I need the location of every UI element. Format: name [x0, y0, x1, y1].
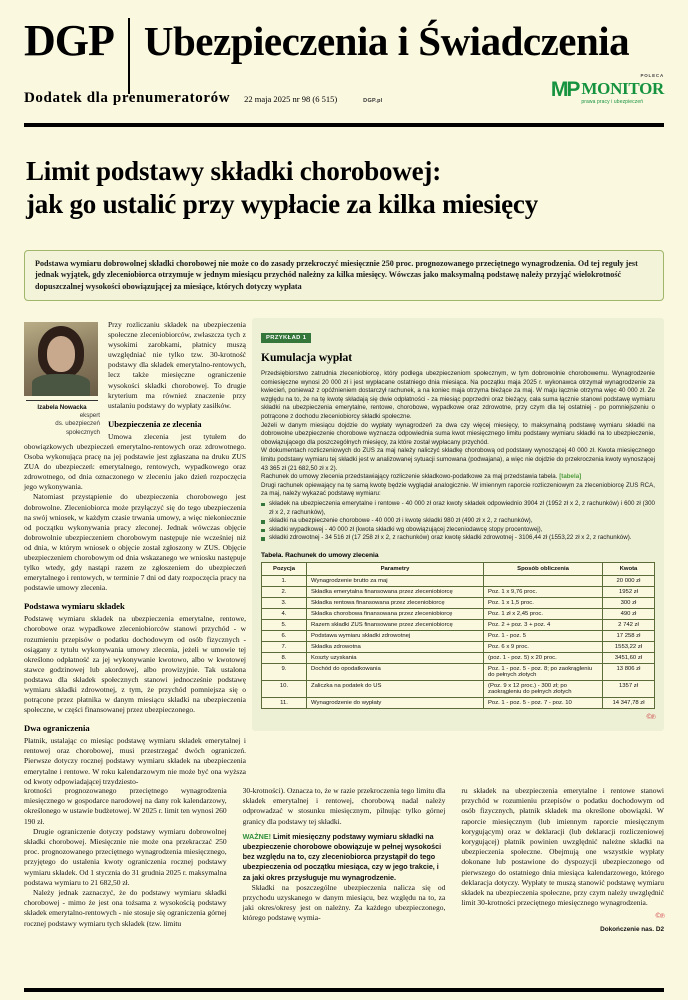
cell-position: 11. [262, 697, 307, 708]
list-item: składki wypadkowej - 40 000 zł (kwota składki wg obowiązującej zleceniodawcę stopy procentowej), [261, 526, 655, 535]
cell-calculation: Poz. 1 zł x 2,45 proc. [484, 608, 603, 619]
wazne-text: Limit miesięczny podstawy wymiaru składki na ubezpieczenie chorobowe obowiązuje w pełnej wysokości bez względu na to, czy zleceniobiorca przystąpił do tego ubezpieczenia od początku miesiąca, czy w jego trakcie, i za jaki okres przysługuje mu wynagrodzenie. [242, 831, 442, 882]
author-photo [24, 322, 98, 396]
author-byline [24, 322, 100, 437]
photo-face-shape [47, 336, 75, 372]
cell-amount: 13 806 zł [603, 663, 655, 680]
column-header-kwota: Kwota [603, 562, 655, 575]
cell-amount: 490 zł [603, 608, 655, 619]
cell-position: 5. [262, 619, 307, 630]
table-body [262, 575, 655, 708]
table-caption: Tabela. Rachunek do umowy zlecenia [261, 551, 379, 559]
bottom-col3-paragraph-1: ru składek na ubezpieczenia emerytalne i rentowe stanowi przychód w rozumieniu przepisów o podatku dochodowym od osób fizycznych, płatnik składek ma określone obowiązki. W raporcie miesięcznym (lub imiennym raporcie miesięcznym korygującym) oraz w deklaracji (lub deklaracji rozliczeniowej korygującej) płatnik powinien uwzględnić należne składki na ubezpieczenia społeczne. Obejmują one wszystkie wypłaty dokonane lub postawione do dyspozycji ubezpieczonego od pierwszego do ostatniego dnia miesiąca kalendarzowego, którego deklaracja dotyczy. Wypłaty te muszą stanowić podstawę wymiaru składek na ubezpieczenia społeczne, przy czym należy uwzględnić limit 30-krotności przeciętnego miesięcznego wynagrodzenia. [461, 786, 665, 908]
bottom-col1-paragraph-1: krotności prognozowanego przeciętnego wynagrodzenia miesięcznego w gospodarce narodowej na dany rok kalendarzowy, określonego w ustawie budżetowej. W 2025 r. limit ten wynosi 260 190 zł. [24, 786, 227, 826]
example-paragraph-5: Drugi rachunek opiewający na tę samą kwotę będzie wyglądał analogicznie. W imiennym raporcie rozliczeniowym za zleceniobiorcę ZUS RCA, za maj, należy wykazać podstawę wymiaru: [261, 481, 655, 498]
important-note [243, 832, 446, 883]
masthead [24, 18, 664, 118]
section2-paragraph-1: Podstawę wymiaru składek na ubezpieczenia emerytalne, rentowe, chorobowe oraz wypadkowe zleceniobiorców stanowi przychód - w rozumieniu przepisów o podatku dochodowym od osób fizycznych - osiągany z tytułu wykonywania umowy zlecenia, jeżeli w umowie tej określono odpłatność za jej wykonywanie kwotowo, albo w kwotowej stawce godzinowej lub akordowej, albo prowizyjnie. Tak ustalona podstawa dla składek społecznych stanowi jednocześnie podstawę wymiaru składki zdrowotnej, z tym, że przychód pomniejsza się o potrącone przez płatnika w danym miesiącu składki na ubezpieczenia społeczne, w części finansowanej przez ubezpieczonego. [24, 614, 246, 715]
example-box [252, 318, 664, 731]
cell-position: 8. [262, 652, 307, 663]
example-paragraph-4-text: Rachunek do umowy zlecenia przedstawiający rozliczenie składkowo-podatkowe za maj przedstawia tabela. [261, 473, 558, 481]
website-label: DGP.pl [363, 98, 383, 104]
table-row [262, 575, 655, 586]
cell-amount: 1553,22 zł [603, 641, 655, 652]
cell-parameter: Składka zdrowotna [307, 641, 484, 652]
author-role-line-1: ekspert [79, 412, 100, 419]
continuation-note: Dokończenie nas. D2 [600, 925, 665, 933]
column-header-pozycja: Pozycja [262, 562, 307, 575]
example-bullet-list [261, 500, 655, 543]
cell-parameter: Dochód do opodatkowania [307, 663, 484, 680]
list-item: składki na ubezpieczenie chorobowe - 40 000 zł i kwotę składki 980 zł (490 zł x 2, z rachunków), [261, 517, 655, 526]
cell-position: 1. [262, 575, 307, 586]
list-item: składek na ubezpieczenia emerytalne i rentowe - 40 000 zł oraz kwoty składek odpowiednio 3904 zł (1952 zł x 2, z rachunków) i 600 zł (300 zł x 2, z rachunków), [261, 500, 655, 517]
author-name: Izabela Nowacka [37, 404, 87, 411]
cell-amount: 2 742 zł [603, 619, 655, 630]
cell-calculation [484, 575, 603, 586]
cell-position: 10. [262, 680, 307, 697]
page-title [26, 155, 664, 221]
example-tag-badge: PRZYKŁAD 1 [261, 333, 311, 343]
cell-calculation: Poz. 2 + poz. 3 + poz. 4 [484, 619, 603, 630]
example-title: Kumulacja wypłat [261, 352, 353, 364]
cell-amount: 1952 zł [603, 586, 655, 597]
cell-position: 2. [262, 586, 307, 597]
bottom-column-3 [461, 786, 664, 935]
cell-calculation: Poz. 1 - poz. 5 - poz. 7 - poz. 10 [484, 697, 603, 708]
cell-calculation: (Poz. 9 x 12 proc.) - 300 zł; po zaokrągleniu do pełnych złotych [484, 680, 603, 697]
section3-paragraph-1: Płatnik, ustalając co miesiąc podstawę wymiaru składek emerytalnej i rentowej oraz chorobowej, musi przestrzegać dwóch ograniczeń. Pierwsze dotyczy rocznej podstawy wymiaru składek na ubezpieczenia emerytalne i rentowe. W roku kalendarzowym nie może być ona wyższa od kwoty odpowiadającej trzydziesto- [24, 736, 246, 786]
section-heading-ograniczenia: Dwa ograniczenia [24, 723, 90, 734]
cell-amount: 1357 zł [603, 680, 655, 697]
table-row [262, 597, 655, 608]
bottom-column-1 [24, 786, 227, 935]
table-row [262, 608, 655, 619]
dgp-logo: DGP [24, 16, 114, 65]
bottom-col1-paragraph-3: Należy jednak zaznaczyć, że do podstawy wymiaru składki chorobowej - mimo że jest ona tożsama z wysokością podstawy składek emerytalno-rentowych - nie stosuje się ograniczenia górnej rocznej podstawy wymiaru tych składek (tzw. limitu [24, 888, 227, 928]
cell-parameter: Razem składki ZUS finansowane przez zleceniobiorcę [307, 619, 484, 630]
cell-parameter: Wynagrodzenie do wypłaty [307, 697, 484, 708]
example-paragraph-4 [261, 473, 655, 482]
left-column [24, 320, 246, 787]
poleca-label: POLECA [640, 73, 664, 78]
cell-position: 3. [262, 597, 307, 608]
bottom-columns [24, 786, 664, 935]
cell-parameter: Składka emerytalna finansowana przez zleceniobiorcę [307, 586, 484, 597]
mp-monogram-icon: MP [550, 78, 579, 101]
monitor-wordmark [581, 80, 664, 105]
monitor-tagline: prawa pracy i ubezpieczeń [581, 99, 644, 105]
cell-calculation: Poz. 1 - poz. 5 [484, 630, 603, 641]
author-role-line-3: społecznych [65, 428, 100, 436]
cell-parameter: Składka rentowa finansowana przez zleceniobiorcę [307, 597, 484, 608]
list-item: składki zdrowotnej - 34 516 zł (17 258 zł x 2, z rachunków) oraz kwotę składki zdrowotnej - 3106,44 zł (1553,22 zł x 2, z rachunków). [261, 534, 655, 543]
supplement-title: Ubezpieczenia i Świadczenia [143, 18, 630, 64]
cell-position: 4. [262, 608, 307, 619]
table-row [262, 586, 655, 597]
bottom-col2-paragraph-1: 30-krotności). Oznacza to, że w razie przekroczenia tego limitu dla składek emerytalnej i rentowej, chorobową nadal należy odprowadzać w stosunku miesięcznym, pilnując tylko górnej granicy dla podstawy tej składki. [242, 786, 446, 826]
partner-logo-block [544, 73, 664, 105]
headline-line-1: Limit podstawy składki chorobowej: [26, 156, 442, 186]
author-divider [26, 400, 98, 401]
cell-amount: 300 zł [603, 597, 655, 608]
supplement-subtitle: Dodatek dla prenumeratorów [24, 90, 231, 106]
photo-body-shape [32, 374, 90, 396]
example-body [261, 370, 655, 543]
author-role-line-2: ds. ubezpieczeń [55, 420, 100, 428]
cell-position: 7. [262, 641, 307, 652]
table-row [262, 663, 655, 680]
cell-parameter: Wynagrodzenie brutto za maj [307, 575, 484, 586]
table-row [262, 619, 655, 630]
section-heading-ubezpieczenia: Ubezpieczenia ze zlecenia [108, 418, 202, 429]
cell-parameter: Podstawa wymiaru składki zdrowotnej [307, 630, 484, 641]
monitor-name: MONITOR [581, 79, 664, 98]
calculation-table [261, 562, 655, 709]
cell-parameter: Koszty uzyskania [307, 652, 484, 663]
table-row [262, 697, 655, 708]
column-header-sposob: Sposób obliczenia [484, 562, 603, 575]
table-row [262, 652, 655, 663]
section-heading-podstawa: Podstawa wymiaru składek [24, 601, 125, 612]
wazne-tag: WAŻNE! [242, 831, 272, 841]
bottom-column-2 [243, 786, 446, 935]
cell-calculation: Poz. 1 x 9,76 proc. [484, 586, 603, 597]
cell-position: 6. [262, 630, 307, 641]
cell-amount: 3451,60 zł [603, 652, 655, 663]
table-header [262, 562, 655, 575]
table-header-row [262, 562, 655, 575]
monitor-logo [544, 80, 664, 105]
copyright-icon: ©℗ [646, 712, 655, 721]
example-paragraph-1: Przedsiębiorstwo zatrudnia zleceniobiorcę, który podlega ubezpieczeniom społecznym, w tym dobrowolnie chorobowemu. Wynagrodzenie comiesięczne wynosi 20 000 zł i jest wypłacane ostatniego dnia miesiąca. Na początku maja 2025 r. wykonawca otrzymał wynagrodzenie za kwiecień, ponieważ z opóźnieniem dostarczył rachunek, a na koniec maja otrzyma bieżące za maj. W maju łącznie otrzyma więc 40 000 zł. Ze względu na to, że na tę kwotę składają się dwie odpłatności - za miesiąc poprzedni oraz bieżący, cała suma łącznie stanowi podstawę wymiaru składki na ubezpieczenia emerytalne, rentowe, chorobowe, wypadkowe oraz zdrowotne, przy czym dla tej ostatniej - po pomniejszeniu o potrącone z dochodu zleceniobiorcy składki społeczne. [261, 370, 655, 420]
table-reference-link[interactable]: [tabela] [559, 473, 582, 481]
table-row [262, 630, 655, 641]
copyright-icon-footer: ©℗ [655, 912, 665, 921]
cell-calculation: Poz. 1 - poz. 5 - poz. 8; po zaokrągleniu do pełnych złotych [484, 663, 603, 680]
cell-position: 9. [262, 663, 307, 680]
cell-parameter: Składka chorobowa finansowana przez zleceniobiorcę [307, 608, 484, 619]
intro-paragraph: Przy rozliczaniu składek na ubezpieczenia społeczne zleceniobiorców, zwłaszcza tych z wysokimi zarobkami, płatnicy muszą uwzględniać nie tylko tzw. 30-krotność podstawy dla składek emerytalno-rentowych, lecz także miesięczne ograniczenie wysokości składki chorobowej. To drugie kryterium ma również znaczenie przy ustalaniu podstawy do wypłaty zasiłków. [108, 320, 246, 410]
cell-amount: 14 347,78 zł [603, 697, 655, 708]
column-header-parametry: Parametry [307, 562, 484, 575]
lead-paragraph-box: Podstawa wymiaru dobrowolnej składki chorobowej nie może co do zasady przekroczyć miesięcznie 250 proc. prognozowanego przeciętnego wynagrodzenia. Od tej reguły jest jednak wyjątek, gdy zleceniobiorca otrzymuje w jednym miesiącu przychód należny za kilka miesięcy. Wówczas jako maksymalną podstawę należy przyjąć wielokrotność dopuszczalnej wysokości obowiązującej za miesiące, których dotyczy wypłata [24, 250, 664, 301]
cell-parameter: Zaliczka na podatek do US [307, 680, 484, 697]
cell-calculation: Poz. 1 x 1,5 proc. [484, 597, 603, 608]
masthead-subline [24, 90, 383, 107]
issue-info: 22 maja 2025 nr 98 (6 515) [244, 94, 338, 104]
section1-paragraph-2: Natomiast przystąpienie do ubezpieczenia chorobowego jest dobrowolne. Zleceniobiorca może przyłączyć się do tego ubezpieczenia na swój wniosek, w każdym czasie trwania umowy, a więc niekoniecznie od początku wykonywania pracy zleconej. Jednak wówczas objęcie dobrowolnie ubezpieczeniem chorobowym następuje nie wcześniej niż od dnia, w którym wniosek o objęcie został zgłoszony w ZUS. Objęcie ubezpieczeniem chorobowym od dnia wskazanego we wniosku następuje tylko wtedy, gdy nastąpi razem ze zgłoszeniem do ubezpieczeń emerytalnego i rentowych, w terminie 7 dni od daty rozpoczęcia pracy na podstawie umowy zlecenia. [24, 492, 246, 593]
masthead-rule [24, 123, 664, 127]
cell-calculation: Poz. 6 x 9 proc. [484, 641, 603, 652]
section1-paragraph-1: Umowa zlecenia jest tytułem do obowiązkowych ubezpieczeń emerytalno-rentowych oraz zdrowotnego. Osoba wykonująca pracę na jej podstawie jest zgłaszana na druku ZUS ZUA do ubezpieczeń: emerytalnego, rentowych, wypadkowego oraz zdrowotnego, od dnia oznaczonego w zleceniu jako dzień rozpoczęcia jego wykonywania. [24, 431, 246, 492]
example-paragraph-2: Jeżeli w danym miesiącu dojdzie do wypłaty wynagrodzeń za dwa czy więcej miesięcy, to maksymalną podstawę wymiaru składki na dobrowolne ubezpieczenie chorobowe wyznacza odpowiednia suma kwot miesięcznego limitu podstawy wymiaru składki na to ubezpieczenie, obowiązującego dla poszczególnych miesięcy, za które został wypłacany przychód. [261, 421, 655, 446]
headline-line-2: jak go ustalić przy wypłacie za kilka miesięcy [26, 189, 539, 219]
table-row [262, 641, 655, 652]
cell-calculation: (poz. 1 - poz. 5) x 20 proc. [484, 652, 603, 663]
footer-rule [24, 988, 664, 992]
masthead-divider [128, 18, 130, 94]
bottom-col1-paragraph-2: Drugie ograniczenie dotyczy podstawy wymiaru dobrowolnej składki chorobowej. Miesięcznie nie może ona przekraczać 250 proc. prognozowanego przeciętnego wynagrodzenia miesięcznego, przyjętego do ustalenia kwoty ograniczenia rocznej podstawy wymiaru składek. Od 1 stycznia do 31 grudnia 2025 r. maksymalna podstawa wymiaru to 21 682,50 zł. [24, 826, 227, 887]
table-row [262, 680, 655, 697]
cell-amount: 20 000 zł [603, 575, 655, 586]
example-paragraph-3: W dokumentach rozliczeniowych do ZUS za maj należy naliczyć składkę chorobową od podstawy wynoszącej 40 000 zł. Kwota miesięcznego limitu podstawy wymiaru tej składki jest w analizowanej sytuacji sumowana (podwajana), a więc nie dojdzie do przekroczenia kwoty wynoszącej 43 365 zł (21 682,50 zł x 2). [261, 447, 655, 472]
cell-amount: 17 258 zł [603, 630, 655, 641]
bottom-col2-paragraph-2: Składki na poszczególne ubezpieczenia nalicza się od przychodu uzyskanego w danym miesiącu, bez względu na to, za jaki okres/okresy jest on należny. Za każdego ubezpieczonego, którego podstawę wymia- [242, 882, 446, 923]
